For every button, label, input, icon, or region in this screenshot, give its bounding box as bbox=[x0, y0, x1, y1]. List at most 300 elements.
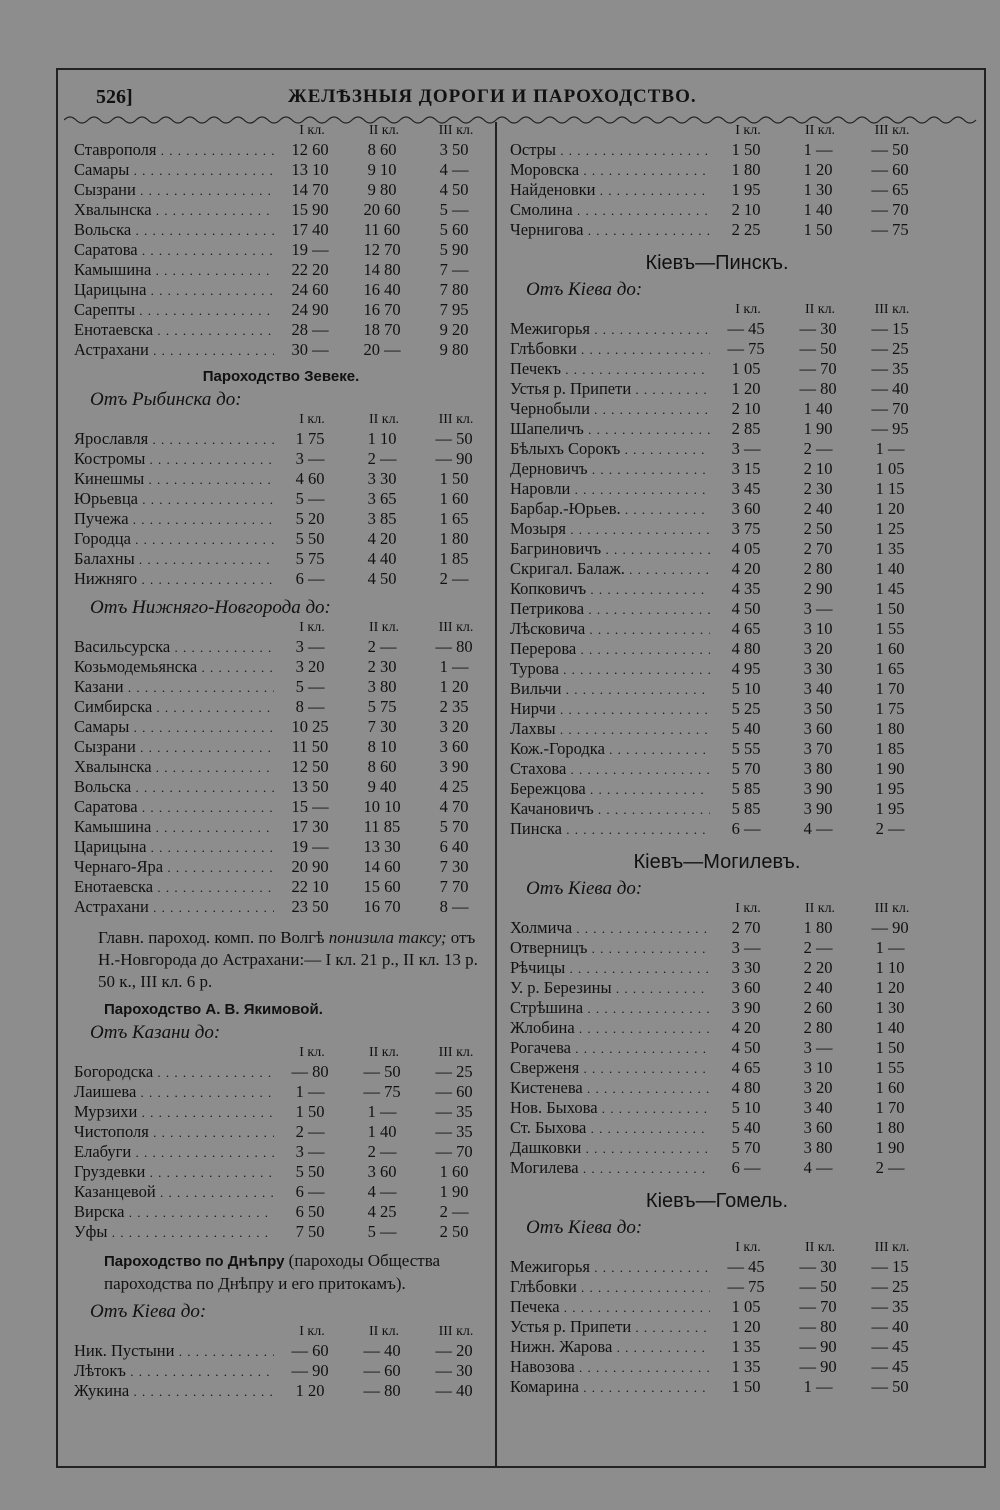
table-row bbox=[504, 359, 930, 379]
left-column bbox=[68, 122, 494, 1405]
table-row bbox=[68, 1142, 494, 1162]
table-row bbox=[504, 1158, 930, 1178]
fare-class-1: — 75 bbox=[727, 339, 765, 358]
station-name: Хвалынска . . . bbox=[68, 200, 274, 220]
fare-class-1: — 45 bbox=[727, 319, 765, 338]
fare-class-1: 3 — bbox=[731, 439, 761, 458]
fare-class-1: 5 40 bbox=[731, 719, 761, 738]
station-name: Сызрани . . . bbox=[68, 180, 274, 200]
fare-class-1: 28 — bbox=[291, 320, 329, 339]
fare-class-1: 11 50 bbox=[291, 737, 329, 756]
table-row bbox=[68, 180, 494, 200]
table-row bbox=[504, 679, 930, 699]
fare-class-3: — 95 bbox=[871, 419, 909, 438]
station-name: Лахвы . . . bbox=[504, 719, 710, 739]
fare-class-2: 1 40 bbox=[367, 1122, 397, 1141]
station-name: Костромы . . . bbox=[68, 449, 274, 469]
fare-class-1: 17 40 bbox=[291, 220, 329, 239]
fare-class-2: 3 90 bbox=[803, 799, 833, 818]
table-row bbox=[504, 619, 930, 639]
station-name: Барбар.-Юрьев. . . . bbox=[504, 499, 710, 519]
fare-class-2: 12 70 bbox=[363, 240, 401, 259]
table-row bbox=[504, 1018, 930, 1038]
fare-class-2: 20 — bbox=[363, 340, 401, 359]
fare-class-2: 7 30 bbox=[367, 717, 397, 736]
table-row bbox=[68, 797, 494, 817]
table-row bbox=[504, 459, 930, 479]
fare-class-2: 3 30 bbox=[803, 659, 833, 678]
station-name: Комарина . . . bbox=[504, 1377, 710, 1397]
table-row bbox=[504, 819, 930, 839]
column-header: I кл. II кл. III кл. bbox=[299, 1324, 474, 1339]
fare-class-2: 15 60 bbox=[363, 877, 401, 896]
table-row bbox=[504, 339, 930, 359]
station-name: Стахова . . . bbox=[504, 759, 710, 779]
fare-class-2: 3 30 bbox=[367, 469, 397, 488]
fare-class-3: — 35 bbox=[435, 1122, 473, 1141]
fare-class-3: 1 05 bbox=[875, 459, 905, 478]
fare-class-2: — 70 bbox=[799, 359, 837, 378]
fare-class-1: 4 05 bbox=[731, 539, 761, 558]
table-row bbox=[68, 777, 494, 797]
table-row bbox=[68, 549, 494, 569]
fare-class-3: 1 80 bbox=[875, 1118, 905, 1137]
fare-class-3: — 40 bbox=[871, 379, 909, 398]
station-name: Казанцевой . . . bbox=[68, 1182, 274, 1202]
table-row bbox=[68, 697, 494, 717]
fare-table bbox=[504, 140, 930, 240]
column-header: I кл. II кл. III кл. bbox=[299, 1045, 474, 1060]
station-name: Вольска . . . bbox=[68, 777, 274, 797]
station-name: Ст. Быхова . . . bbox=[504, 1118, 710, 1138]
fare-class-3: 3 90 bbox=[439, 757, 469, 776]
fare-class-1: 30 — bbox=[291, 340, 329, 359]
station-name: Вирска . . . bbox=[68, 1202, 274, 1222]
station-name: Межигорья . . . bbox=[504, 319, 710, 339]
station-name: Ярославля . . . bbox=[68, 429, 274, 449]
fare-class-2: 2 70 bbox=[803, 539, 833, 558]
fare-class-2: — 60 bbox=[363, 1361, 401, 1380]
fare-class-2: — 80 bbox=[799, 379, 837, 398]
table-row bbox=[68, 737, 494, 757]
fare-class-1: 6 — bbox=[731, 1158, 761, 1177]
fare-class-3: — 15 bbox=[871, 1257, 909, 1276]
station-name: Наровли . . . bbox=[504, 479, 710, 499]
station-name: Жукина . . . bbox=[68, 1381, 274, 1401]
station-name: Балахны . . . bbox=[68, 549, 274, 569]
table-row bbox=[504, 719, 930, 739]
station-name: Найденовки . . . bbox=[504, 180, 710, 200]
fare-class-1: 3 60 bbox=[731, 978, 761, 997]
fare-class-1: 1 35 bbox=[731, 1357, 761, 1376]
station-name: Юрьевца . . . bbox=[68, 489, 274, 509]
station-name: Межигорья . . . bbox=[504, 1257, 710, 1277]
fare-class-2: 14 80 bbox=[363, 260, 401, 279]
fare-class-3: 1 50 bbox=[875, 599, 905, 618]
station-name: Самары . . . bbox=[68, 160, 274, 180]
right-sec3 bbox=[504, 851, 930, 1178]
fare-class-2: 4 20 bbox=[367, 529, 397, 548]
fare-class-3: — 30 bbox=[435, 1361, 473, 1380]
fare-class-3: 3 50 bbox=[439, 140, 469, 159]
table-row bbox=[68, 717, 494, 737]
station-name: Бѣлыхъ Сорокъ . . . bbox=[504, 439, 710, 459]
fare-class-1: 5 40 bbox=[731, 1118, 761, 1137]
fare-class-2: 3 70 bbox=[803, 739, 833, 758]
station-name: Моровска . . . bbox=[504, 160, 710, 180]
right-sec2 bbox=[504, 252, 930, 839]
station-name: Хвалынска . . . bbox=[68, 757, 274, 777]
section-title: Пароходство А. В. Якимовой. bbox=[104, 1001, 323, 1018]
fare-class-3: 5 — bbox=[439, 200, 469, 219]
left-sec3 bbox=[68, 597, 494, 993]
table-row bbox=[68, 300, 494, 320]
fare-class-2: — 40 bbox=[363, 1341, 401, 1360]
fare-class-3: 1 60 bbox=[439, 1162, 469, 1181]
fare-class-2: — 75 bbox=[363, 1082, 401, 1101]
right-sec4 bbox=[504, 1190, 930, 1397]
station-name: Мурзихи . . . bbox=[68, 1102, 274, 1122]
station-name: Смолина . . . bbox=[504, 200, 710, 220]
table-row bbox=[68, 160, 494, 180]
station-name: Царицына . . . bbox=[68, 280, 274, 300]
fare-class-1: 2 25 bbox=[731, 220, 761, 239]
table-row bbox=[504, 998, 930, 1018]
table-row bbox=[504, 759, 930, 779]
fare-class-3: — 35 bbox=[435, 1102, 473, 1121]
fare-class-2: 2 60 bbox=[803, 998, 833, 1017]
fare-class-2: 4 — bbox=[803, 1158, 833, 1177]
station-name: Елабуги . . . bbox=[68, 1142, 274, 1162]
station-name: Печекъ . . . bbox=[504, 359, 710, 379]
fare-class-3: — 50 bbox=[435, 429, 473, 448]
fare-class-3: 1 20 bbox=[875, 499, 905, 518]
table-row bbox=[504, 559, 930, 579]
fare-class-3: 1 35 bbox=[875, 539, 905, 558]
station-name: Козьмодемьянска . . . bbox=[68, 657, 274, 677]
table-row bbox=[68, 1341, 494, 1361]
fare-class-3: 2 — bbox=[439, 1202, 469, 1221]
fare-class-2: 8 60 bbox=[367, 140, 397, 159]
fare-class-3: 1 95 bbox=[875, 779, 905, 798]
column-header: I кл. II кл. III кл. bbox=[735, 123, 910, 138]
table-row bbox=[68, 1202, 494, 1222]
fare-class-3: 9 80 bbox=[439, 340, 469, 359]
fare-class-3: 4 50 bbox=[439, 180, 469, 199]
fare-class-1: 2 85 bbox=[731, 419, 761, 438]
table-row bbox=[504, 1297, 930, 1317]
page-frame bbox=[56, 68, 986, 1468]
fare-class-2: 16 40 bbox=[363, 280, 401, 299]
fare-class-3: 7 70 bbox=[439, 877, 469, 896]
fare-class-1: 10 25 bbox=[291, 717, 329, 736]
fare-class-2: 1 — bbox=[803, 1377, 833, 1396]
fare-class-2: 9 40 bbox=[367, 777, 397, 796]
fare-class-2: 13 30 bbox=[363, 837, 401, 856]
fare-class-2: 4 50 bbox=[367, 569, 397, 588]
fare-class-2: 10 10 bbox=[363, 797, 401, 816]
fare-class-1: 4 65 bbox=[731, 619, 761, 638]
station-name: Рѣчицы . . . bbox=[504, 958, 710, 978]
station-name: Сызрани . . . bbox=[68, 737, 274, 757]
fare-class-2: 2 10 bbox=[803, 459, 833, 478]
table-row bbox=[504, 200, 930, 220]
station-name: Копковичъ . . . bbox=[504, 579, 710, 599]
fare-class-3: — 75 bbox=[871, 220, 909, 239]
fare-class-1: 1 80 bbox=[731, 160, 761, 179]
fare-class-1: — 45 bbox=[727, 1257, 765, 1276]
table-row bbox=[68, 1082, 494, 1102]
fare-table bbox=[68, 1341, 494, 1401]
fare-class-1: 5 50 bbox=[295, 529, 325, 548]
fare-class-1: 3 30 bbox=[731, 958, 761, 977]
table-row bbox=[68, 489, 494, 509]
fare-class-2: 2 30 bbox=[803, 479, 833, 498]
fare-class-2: 3 60 bbox=[803, 719, 833, 738]
fare-class-2: 3 60 bbox=[367, 1162, 397, 1181]
fare-table bbox=[504, 918, 930, 1178]
station-name: Астрахани . . . bbox=[68, 340, 274, 360]
left-sec2 bbox=[68, 368, 494, 589]
fare-class-1: 17 30 bbox=[291, 817, 329, 836]
fare-class-2: 2 30 bbox=[367, 657, 397, 676]
fare-class-1: 5 70 bbox=[731, 1138, 761, 1157]
station-name: Сарепты . . . bbox=[68, 300, 274, 320]
fare-class-3: — 70 bbox=[871, 200, 909, 219]
fare-class-2: 2 40 bbox=[803, 978, 833, 997]
fare-class-3: 7 — bbox=[439, 260, 469, 279]
table-row bbox=[68, 220, 494, 240]
fare-class-3: 1 15 bbox=[875, 479, 905, 498]
table-row bbox=[504, 1357, 930, 1377]
fare-table bbox=[504, 1257, 930, 1397]
station-name: Самары . . . bbox=[68, 717, 274, 737]
station-name: Енотаевска . . . bbox=[68, 320, 274, 340]
fare-class-3: — 60 bbox=[435, 1082, 473, 1101]
table-row bbox=[68, 260, 494, 280]
station-name: Енотаевска . . . bbox=[68, 877, 274, 897]
fare-class-1: 1 50 bbox=[731, 1377, 761, 1396]
fare-class-3: 1 25 bbox=[875, 519, 905, 538]
fare-class-3: 4 25 bbox=[439, 777, 469, 796]
table-row bbox=[504, 918, 930, 938]
station-name: Кож.-Городка . . . bbox=[504, 739, 710, 759]
fare-class-1: 5 85 bbox=[731, 779, 761, 798]
fare-class-3: 4 — bbox=[439, 160, 469, 179]
fare-class-1: 1 35 bbox=[731, 1337, 761, 1356]
fare-class-1: 8 — bbox=[295, 697, 325, 716]
table-row bbox=[68, 469, 494, 489]
fare-class-1: 24 60 bbox=[291, 280, 329, 299]
fare-class-1: 1 05 bbox=[731, 359, 761, 378]
station-name: Астрахани . . . bbox=[68, 897, 274, 917]
station-name: Шапеличъ . . . bbox=[504, 419, 710, 439]
table-row bbox=[504, 1377, 930, 1397]
fare-class-2: 2 50 bbox=[803, 519, 833, 538]
fare-class-3: 1 — bbox=[439, 657, 469, 676]
column-header: I кл. II кл. III кл. bbox=[299, 620, 474, 635]
station-name: Отверницъ . . . bbox=[504, 938, 710, 958]
station-name: Холмича . . . bbox=[504, 918, 710, 938]
table-row bbox=[504, 779, 930, 799]
fare-class-1: 3 — bbox=[731, 938, 761, 957]
table-row bbox=[504, 659, 930, 679]
fare-class-1: 5 25 bbox=[731, 699, 761, 718]
fare-class-2: 3 20 bbox=[803, 639, 833, 658]
column-header: I кл. II кл. III кл. bbox=[299, 123, 474, 138]
fare-table bbox=[68, 637, 494, 917]
fare-class-1: 19 — bbox=[291, 240, 329, 259]
station-name: Мозыря . . . bbox=[504, 519, 710, 539]
fare-class-1: 24 90 bbox=[291, 300, 329, 319]
column-header: I кл. II кл. III кл. bbox=[299, 412, 474, 427]
table-row bbox=[504, 499, 930, 519]
table-row bbox=[68, 1381, 494, 1401]
fare-class-3: 1 — bbox=[875, 439, 905, 458]
fare-class-2: 1 — bbox=[367, 1102, 397, 1121]
station-name: Глѣбовки . . . bbox=[504, 339, 710, 359]
fare-class-3: — 50 bbox=[871, 140, 909, 159]
fare-class-2: — 50 bbox=[799, 339, 837, 358]
fare-class-3: 1 — bbox=[875, 938, 905, 957]
fare-class-2: — 50 bbox=[363, 1062, 401, 1081]
fare-class-2: 1 80 bbox=[803, 918, 833, 937]
fare-table bbox=[504, 319, 930, 839]
fare-table bbox=[68, 140, 494, 360]
fare-class-1: 4 80 bbox=[731, 639, 761, 658]
station-name: Чернаго-Яра . . . bbox=[68, 857, 274, 877]
table-row bbox=[68, 817, 494, 837]
fare-class-3: 1 90 bbox=[875, 1138, 905, 1157]
fare-class-1: 1 75 bbox=[295, 429, 325, 448]
fare-class-1: 3 90 bbox=[731, 998, 761, 1017]
station-name: Ник. Пустыни . . . bbox=[68, 1341, 274, 1361]
table-row bbox=[68, 757, 494, 777]
table-row bbox=[68, 140, 494, 160]
station-name: Богородска . . . bbox=[68, 1062, 274, 1082]
table-row bbox=[504, 1078, 930, 1098]
table-row bbox=[504, 419, 930, 439]
origin-label: Отъ Кіева до: bbox=[526, 878, 643, 899]
station-name: Стрѣшина . . . bbox=[504, 998, 710, 1018]
fare-class-1: 3 — bbox=[295, 637, 325, 656]
table-row bbox=[504, 599, 930, 619]
fare-class-1: 4 35 bbox=[731, 579, 761, 598]
station-name: Чернигова . . . bbox=[504, 220, 710, 240]
fare-class-3: — 70 bbox=[871, 399, 909, 418]
fare-class-1: 4 65 bbox=[731, 1058, 761, 1077]
fare-class-2: 3 80 bbox=[803, 1138, 833, 1157]
table-row bbox=[504, 938, 930, 958]
fare-class-2: — 90 bbox=[799, 1357, 837, 1376]
fare-class-3: 9 20 bbox=[439, 320, 469, 339]
fare-class-2: 1 40 bbox=[803, 399, 833, 418]
fare-class-2: 2 80 bbox=[803, 559, 833, 578]
fare-class-3: — 25 bbox=[871, 339, 909, 358]
fare-class-1: 5 10 bbox=[731, 679, 761, 698]
page-header bbox=[58, 80, 984, 110]
fare-class-1: 4 50 bbox=[731, 599, 761, 618]
fare-class-3: 1 50 bbox=[875, 1038, 905, 1057]
table-row bbox=[68, 509, 494, 529]
fare-class-1: 4 80 bbox=[731, 1078, 761, 1097]
table-row bbox=[68, 877, 494, 897]
fare-class-1: 15 — bbox=[291, 797, 329, 816]
table-row bbox=[504, 1138, 930, 1158]
fare-class-3: 7 80 bbox=[439, 280, 469, 299]
fare-class-3: 1 85 bbox=[875, 739, 905, 758]
fare-class-1: 3 20 bbox=[295, 657, 325, 676]
fare-class-3: 1 70 bbox=[875, 1098, 905, 1117]
fare-class-2: 9 80 bbox=[367, 180, 397, 199]
fare-class-2: 9 10 bbox=[367, 160, 397, 179]
fare-class-2: — 90 bbox=[799, 1337, 837, 1356]
fare-class-1: 4 95 bbox=[731, 659, 761, 678]
fare-class-1: 1 50 bbox=[731, 140, 761, 159]
fare-table bbox=[68, 1062, 494, 1242]
fare-class-3: 1 75 bbox=[875, 699, 905, 718]
table-row bbox=[504, 379, 930, 399]
table-row bbox=[504, 399, 930, 419]
column-header: I кл. II кл. III кл. bbox=[735, 1240, 910, 1255]
table-row bbox=[68, 569, 494, 589]
fare-class-2: 2 80 bbox=[803, 1018, 833, 1037]
fare-class-2: 2 20 bbox=[803, 958, 833, 977]
table-row bbox=[504, 639, 930, 659]
fare-class-2: 3 20 bbox=[803, 1078, 833, 1097]
table-row bbox=[68, 897, 494, 917]
origin-label: Отъ Кіева до: bbox=[526, 1217, 643, 1238]
fare-class-2: 2 — bbox=[367, 637, 397, 656]
fare-class-3: 1 55 bbox=[875, 619, 905, 638]
table-row bbox=[68, 320, 494, 340]
station-name: Камышина . . . bbox=[68, 260, 274, 280]
station-name: Пучежа . . . bbox=[68, 509, 274, 529]
table-row bbox=[504, 160, 930, 180]
page-title: ЖЕЛѢЗНЫЯ ДОРОГИ И ПАРОХОДСТВО. bbox=[288, 86, 697, 107]
fare-class-1: 22 20 bbox=[291, 260, 329, 279]
station-name: Турова . . . bbox=[504, 659, 710, 679]
fare-class-2: 2 — bbox=[367, 1142, 397, 1161]
fare-class-2: 1 90 bbox=[803, 419, 833, 438]
fare-class-3: 7 30 bbox=[439, 857, 469, 876]
fare-class-3: — 50 bbox=[871, 1377, 909, 1396]
table-row bbox=[504, 1317, 930, 1337]
fare-class-3: — 70 bbox=[435, 1142, 473, 1161]
table-row bbox=[504, 539, 930, 559]
table-row bbox=[504, 1337, 930, 1357]
fare-class-2: 5 — bbox=[367, 1222, 397, 1241]
fare-class-3: 1 20 bbox=[875, 978, 905, 997]
fare-class-2: 3 85 bbox=[367, 509, 397, 528]
fare-class-3: 2 50 bbox=[439, 1222, 469, 1241]
station-name: Саратова . . . bbox=[68, 797, 274, 817]
fare-class-1: 13 10 bbox=[291, 160, 329, 179]
fare-class-3: 1 70 bbox=[875, 679, 905, 698]
table-row bbox=[504, 1277, 930, 1297]
table-row bbox=[504, 739, 930, 759]
fare-class-1: 5 75 bbox=[295, 549, 325, 568]
fare-class-2: — 30 bbox=[799, 1257, 837, 1276]
fare-note: Главн. пароход. комп. по Волгѣ понизила таксу; отъ Н.-Новгорода до Астрахани:— I кл. 21 р., II кл. 13 р. 50 к., III кл. 6 р. bbox=[98, 928, 478, 991]
station-name: Васильсурска . . . bbox=[68, 637, 274, 657]
station-name: Жлобина . . . bbox=[504, 1018, 710, 1038]
station-name: Дерновичъ . . . bbox=[504, 459, 710, 479]
table-row bbox=[68, 657, 494, 677]
station-name: Рогачева . . . bbox=[504, 1038, 710, 1058]
fare-class-3: 6 40 bbox=[439, 837, 469, 856]
table-row bbox=[504, 439, 930, 459]
